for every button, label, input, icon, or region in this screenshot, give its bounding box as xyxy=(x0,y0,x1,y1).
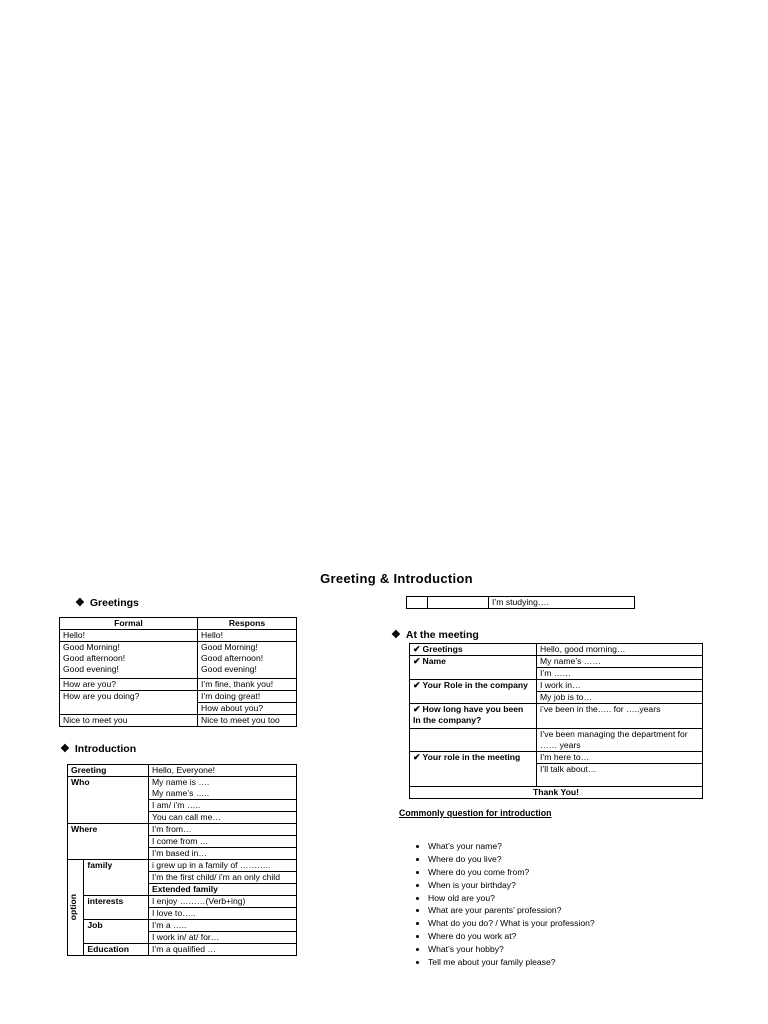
questions-list xyxy=(408,840,768,969)
list-item: • How old are you? xyxy=(428,892,768,905)
role-meeting-label: Your role in the meeting xyxy=(422,752,521,762)
table-cell: Nice to meet you too xyxy=(198,715,297,727)
table-cell: I’m doing great! xyxy=(198,691,297,703)
diamond-bullet-icon: ❖ xyxy=(60,743,70,755)
table-cell xyxy=(428,597,489,609)
table-cell: I work in/ at/ for… xyxy=(149,932,297,944)
list-item: • Where do you work at? xyxy=(428,930,768,943)
greeting-label: Greeting xyxy=(68,765,149,777)
interests-label: interests xyxy=(84,896,149,920)
table-cell: i grew up in a family of ……….. xyxy=(149,860,297,872)
table-cell: Good Morning! Good afternoon! Good evening! xyxy=(60,642,198,679)
table-cell: I work in… xyxy=(537,680,703,692)
table-cell: Hello, Everyone! xyxy=(149,765,297,777)
table-cell: How about you? xyxy=(198,703,297,715)
list-item: • Tell me about your family please? xyxy=(428,956,768,969)
table-cell xyxy=(410,644,537,656)
meeting-heading xyxy=(391,628,479,641)
table-cell: I’m from… xyxy=(149,824,297,836)
list-item: • What’s your name? xyxy=(428,840,768,853)
table-row xyxy=(60,642,297,679)
table-cell: You can call me… xyxy=(149,812,297,824)
table-cell: Hello, good morning… xyxy=(537,644,703,656)
questions-heading: Commonly question for introduction xyxy=(399,808,552,818)
table-cell: I’m the first child/ i’m an only child xyxy=(149,872,297,884)
family-label: family xyxy=(84,860,149,896)
table-cell: Good Morning! Good afternoon! Good evening! xyxy=(198,642,297,679)
table-row xyxy=(68,777,297,789)
table-cell: I’ll talk about… xyxy=(537,764,703,787)
list-item: • What’s your hobby? xyxy=(428,943,768,956)
table-row xyxy=(410,787,703,799)
table-cell xyxy=(407,597,428,609)
table-row xyxy=(410,656,703,668)
page-title: Greeting & Introduction xyxy=(320,571,473,586)
table-row xyxy=(60,703,297,715)
list-item: • What do you do? / What is your profession? xyxy=(428,917,768,930)
meeting-table xyxy=(409,643,703,799)
table-cell: Hello! xyxy=(60,630,198,642)
table-cell: i’ve been in the….. for …..years xyxy=(537,704,703,729)
diamond-bullet-icon: ❖ xyxy=(75,597,85,609)
table-cell: Nice to meet you xyxy=(60,715,198,727)
thanks-cell: Thank You! xyxy=(410,787,703,799)
table-cell: Hello! xyxy=(198,630,297,642)
table-cell xyxy=(410,704,537,729)
table-cell xyxy=(410,729,537,752)
check-icon: ✔ xyxy=(413,644,421,654)
option-cell xyxy=(68,860,84,956)
table-cell: My name’s ….. xyxy=(149,788,297,800)
check-icon: ✔ xyxy=(413,656,421,666)
table-cell xyxy=(410,656,537,680)
table-cell: My name’s …… xyxy=(537,656,703,668)
table-cell: I am/ i’m ….. xyxy=(149,800,297,812)
table-row xyxy=(410,752,703,764)
list-item: • Where do you live? xyxy=(428,853,768,866)
greetings-heading-label: Greetings xyxy=(89,596,139,609)
table-cell: My job is to… xyxy=(537,692,703,704)
introduction-table xyxy=(67,764,297,956)
how-long-label: How long have you been In the company? xyxy=(413,704,524,725)
table-cell: How are you? xyxy=(60,679,198,691)
check-icon: ✔ xyxy=(413,704,421,714)
where-label: Where xyxy=(68,824,149,860)
table-cell: I’m a ….. xyxy=(149,920,297,932)
table-cell xyxy=(410,680,537,704)
table-cell xyxy=(60,703,198,715)
table-cell xyxy=(410,752,537,787)
who-label: Who xyxy=(68,777,149,824)
education-label: Education xyxy=(84,944,149,956)
greetings-heading xyxy=(75,596,139,609)
table-row xyxy=(60,691,297,703)
list-item: • What are your parents’ profession? xyxy=(428,904,768,917)
table-row xyxy=(410,680,703,692)
name-label: Name xyxy=(422,656,446,666)
list-item: • Where do you come from? xyxy=(428,866,768,879)
table-row xyxy=(410,729,703,752)
table-cell: I come from … xyxy=(149,836,297,848)
table-cell: I’m …… xyxy=(537,668,703,680)
table-cell: I’m a qualified … xyxy=(149,944,297,956)
table-row xyxy=(68,896,297,908)
studying-table xyxy=(406,596,635,609)
table-row xyxy=(68,944,297,956)
job-label: Job xyxy=(84,920,149,944)
diamond-bullet-icon: ❖ xyxy=(391,629,401,641)
table-cell: I’ve been managing the department for …… years xyxy=(537,729,703,752)
meeting-heading-label: At the meeting xyxy=(405,628,479,641)
greetings-table xyxy=(59,617,297,727)
table-cell: How are you doing? xyxy=(60,691,198,703)
table-cell: I enjoy ………(Verb+ing) xyxy=(149,896,297,908)
introduction-heading-label: Introduction xyxy=(74,742,137,755)
extended-family: Extended family xyxy=(149,884,297,896)
table-cell: I’m here to… xyxy=(537,752,703,764)
table-row xyxy=(68,824,297,836)
table-row xyxy=(407,597,635,609)
role-company-label: Your Role in the company xyxy=(422,680,528,690)
col-formal: Formal xyxy=(60,618,198,630)
table-cell: I love to….. xyxy=(149,908,297,920)
table-row xyxy=(68,860,297,872)
table-row xyxy=(68,765,297,777)
table-row xyxy=(60,679,297,691)
table-cell: I’m based in… xyxy=(149,848,297,860)
check-icon: ✔ xyxy=(413,680,421,690)
table-row xyxy=(60,630,297,642)
col-respons: Respons xyxy=(198,618,297,630)
table-row xyxy=(410,644,703,656)
option-label: option xyxy=(68,894,78,921)
list-item: • When is your birthday? xyxy=(428,879,768,892)
table-row xyxy=(60,715,297,727)
greetings-label: Greetings xyxy=(422,644,463,654)
check-icon: ✔ xyxy=(413,752,421,762)
introduction-heading xyxy=(60,742,136,755)
table-row xyxy=(410,704,703,729)
table-cell: My name is …. xyxy=(149,777,297,789)
table-row xyxy=(68,920,297,932)
table-cell: I’m studying…. xyxy=(489,597,635,609)
table-cell: I’m fine, thank you! xyxy=(198,679,297,691)
